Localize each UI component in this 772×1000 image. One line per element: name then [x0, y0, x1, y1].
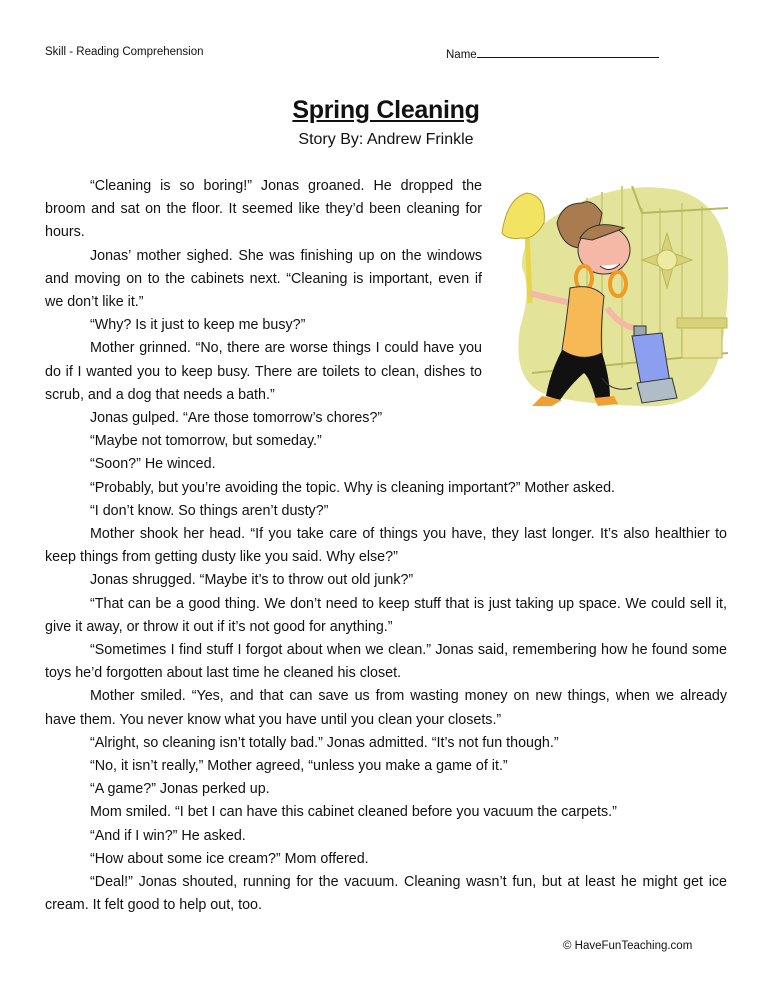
story-paragraph: “No, it isn’t really,” Mother agreed, “unless you make a game of it.” — [90, 758, 508, 775]
story-paragraph: “Maybe not tomorrow, but someday.” — [90, 433, 322, 450]
name-label: Name — [446, 49, 477, 61]
story-paragraph: “Probably, but you’re avoiding the topic. Why is cleaning important?” Mother asked. — [90, 479, 616, 496]
story-paragraph: “That can be a good thing. We don’t need to keep stuff that is just taking up space. We could sell it, give it away, or throw it out if it’s not good for anything.” — [45, 595, 727, 635]
story-paragraph: “Sometimes I find stuff I forgot about when we clean.” Jonas said, remembering how he found some toys he’d forgotten about last time he cleaned his closet. — [45, 642, 727, 682]
story-paragraph: “Why? Is it just to keep me busy?” — [90, 317, 306, 334]
story-paragraph: Mom smiled. “I bet I can have this cabinet cleaned before you vacuum the carpets.” — [90, 804, 617, 821]
story-paragraph: Mother smiled. “Yes, and that can save us from wasting money on new things, when we already have them. You never know what you have until you clean your closets.” — [45, 688, 727, 728]
story-text — [45, 175, 727, 918]
story-paragraph: “Cleaning is so boring!” Jonas groaned. He dropped the broom and sat on the floor. It seemed like they’d been cleaning for hours. — [45, 178, 482, 241]
story-paragraph: Jonas’ mother sighed. She was finishing up on the windows and moving on to the cabinets next. “Cleaning is important, even if we don’t like it.” — [45, 247, 482, 311]
story-paragraph: Mother shook her head. “If you take care of things you have, they last longer. It’s also healthier to keep things from getting dusty like you said. Why else?” — [45, 526, 727, 566]
story-paragraph: “A game?” Jonas perked up. — [90, 781, 270, 798]
name-blank-line — [477, 46, 659, 58]
story-paragraph: Jonas gulped. “Are those tomorrow’s chores?” — [90, 410, 383, 427]
story-paragraph: “Soon?” He winced. — [90, 456, 216, 473]
story-byline: Story By: Andrew Frinkle — [298, 131, 474, 148]
story-paragraph: “And if I win?” He asked. — [90, 827, 246, 844]
story-paragraph: “Alright, so cleaning isn’t totally bad.” Jonas admitted. “It’s not fun though.” — [90, 734, 559, 751]
name-field — [446, 46, 659, 61]
page-title: Spring Cleaning — [292, 96, 480, 124]
copyright-footer: © HaveFunTeaching.com — [563, 940, 693, 952]
story-paragraph: Jonas shrugged. “Maybe it’s to throw out old junk?” — [90, 572, 414, 589]
story-paragraph: “Deal!” Jonas shouted, running for the vacuum. Cleaning wasn’t fun, but at least he might get ice cream. It felt good to help out, too. — [45, 874, 727, 914]
story-paragraph: “How about some ice cream?” Mom offered. — [90, 850, 369, 867]
skill-label: Skill - Reading Comprehension — [45, 46, 204, 58]
story-paragraph: Mother grinned. “No, there are worse things I could have you do if I wanted you to keep busy. There are toilets to clean, dishes to scrub, and a dog that needs a bath.” — [45, 340, 482, 403]
story-paragraph: “I don’t know. So things aren’t dusty?” — [90, 502, 329, 519]
